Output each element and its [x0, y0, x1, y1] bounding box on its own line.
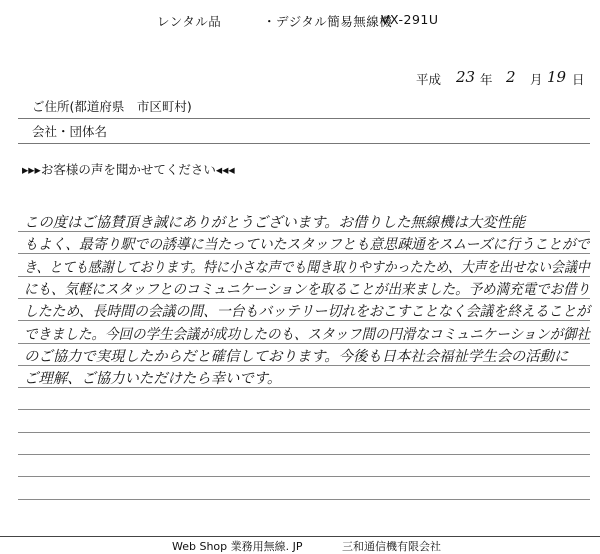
handwritten-line: のご協力で実現したからだと確信しております。今後も日本社会福祉学生会の活動に	[24, 349, 569, 365]
ruled-line	[18, 454, 590, 455]
handwritten-line: この度はご協賛頂き誠にありがとうございます。お借りした無線機は大変性能	[24, 215, 526, 231]
handwritten-line: き、とても感謝しております。特に小さな声でも聞き取りやすかったため、大声を出せない会議中	[24, 260, 590, 276]
address-label: ご住所(都道府県 市区町村)	[32, 99, 192, 114]
ruled-line	[18, 409, 590, 410]
date-era: 平成	[416, 72, 442, 87]
rental-label: レンタル品	[157, 14, 222, 29]
handwritten-line: できました。今回の学生会議が成功したのも、スタッフ間の円滑なコミュニケーションが御社	[24, 327, 591, 343]
ruled-line	[18, 476, 590, 477]
footer-divider	[0, 536, 600, 537]
date-row	[0, 68, 600, 90]
address-field	[18, 98, 590, 119]
company-field	[18, 123, 590, 144]
product-label: ・デジタル簡易無線機	[263, 14, 393, 29]
handwritten-line: したため、長時間の会議の間、一台もバッテリー切れをおこすことなく会議を終えることが	[24, 304, 591, 320]
footer-company-name: 三和通信機有限会社	[342, 540, 441, 553]
date-year-unit: 年	[480, 72, 493, 87]
date-year-value: 23	[456, 68, 476, 86]
voice-heading: ▸▸▸お客様の声を聞かせてください◂◂◂	[22, 162, 235, 177]
date-month-unit: 月	[530, 72, 543, 87]
date-month-value: 2	[506, 68, 516, 86]
date-day-value: 19	[547, 68, 567, 86]
handwritten-line: もよく、最寄り駅での誘導に当たっていたスタッフとも意思疎通をスムーズに行うことがで	[24, 237, 590, 253]
ruled-line	[18, 432, 590, 433]
footer-shop-name: Web Shop 業務用無線. JP	[172, 540, 303, 553]
date-day-unit: 日	[572, 72, 585, 87]
ruled-line	[18, 499, 590, 500]
company-label: 会社・団体名	[32, 124, 108, 139]
handwritten-line: ご理解、ご協力いただけたら幸いです。	[24, 371, 282, 387]
form-title	[0, 12, 600, 30]
handwritten-line: にも、気軽にスタッフとのコミュニケーションを取ることが出来ました。予め満充電でお借り	[24, 282, 591, 298]
model-number: VX-291U	[381, 12, 439, 27]
